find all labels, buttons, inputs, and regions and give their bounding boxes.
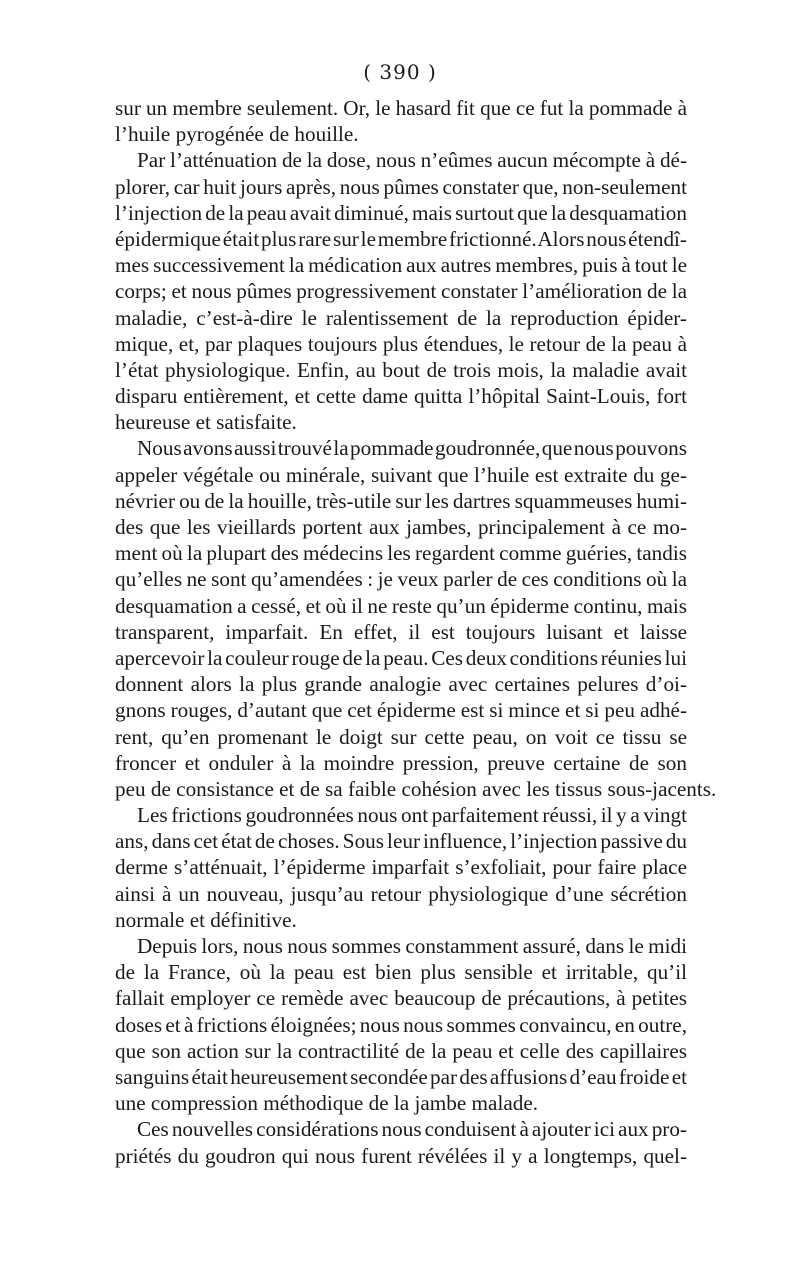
text-line — [115, 1116, 687, 1142]
text-line — [115, 409, 687, 435]
text-line-content: une compression méthodique de la jambe malade. — [115, 1091, 539, 1116]
text-line — [115, 121, 687, 147]
text-line — [115, 514, 687, 540]
text-line-content: de la France, où la peau est bien plus sensible et irritable, qu’il — [115, 960, 687, 985]
text-line-content: priétés du goudron qui nous furent révélées il y a longtemps, quel- — [115, 1143, 687, 1168]
text-line — [115, 959, 687, 985]
text-line-content: disparu entièrement, et cette dame quitta l’hôpital Saint-Louis, fort — [115, 384, 687, 409]
text-line-content: derme s’atténuait, l’épiderme imparfait s’exfoliait, pour faire place — [115, 855, 687, 880]
text-line-content: sanguins était heureusement secondée par des affusions d’eau froide et — [115, 1064, 687, 1089]
text-line-content: Depuis lors, nous nous sommes constamment assuré, dans le midi — [137, 934, 687, 958]
text-line-content: Par l’atténuation de la dose, nous n’eûmes aucun mécompte à dé- — [137, 148, 687, 173]
text-line — [115, 226, 687, 252]
text-line — [115, 435, 687, 461]
text-line — [115, 802, 687, 828]
text-line — [115, 331, 687, 357]
text-line — [115, 305, 687, 331]
text-line-content: plorer, car huit jours après, nous pûmes constater que, non-seulement — [115, 174, 687, 199]
text-line-content: ans, dans cet état de choses. Sous leur influence, l’injection passive du — [115, 829, 687, 854]
text-line-content: maladie, c’est-à-dire le ralentissement de la reproduction épider- — [115, 305, 687, 330]
text-line — [115, 1143, 687, 1169]
text-line-content: l’injection de la peau avait diminué, mais surtout que la desquamation — [115, 200, 687, 225]
text-line-content: sur un membre seulement. Or, le hasard fit que ce fut la pommade à — [115, 96, 687, 120]
text-line-content: Nous avons aussi trouvé la pommade goudronnée, que nous pouvons — [137, 436, 688, 461]
text-line-content: donnent alors la plus grande analogie avec certaines pelures d’oi- — [115, 672, 687, 697]
text-line-content: ment où la plupart des médecins les regardent comme guéries, tandis — [115, 541, 687, 566]
text-line-content: l’état physiologique. Enfin, au bout de trois mois, la maladie avait — [115, 357, 687, 382]
text-line — [115, 383, 687, 409]
text-line — [115, 488, 687, 514]
text-line — [115, 854, 687, 880]
text-line-content: que son action sur la contractilité de la peau et celle des capillaires — [115, 1038, 687, 1063]
text-line-content: appeler végétale ou minérale, suivant que l’huile est extraite du ge- — [115, 462, 687, 487]
text-line-content: l’huile pyrogénée de houille. — [115, 122, 359, 147]
text-line — [115, 147, 687, 173]
text-line — [115, 881, 687, 907]
text-line-content: normale et définitive. — [115, 907, 297, 932]
text-line — [115, 985, 687, 1011]
text-line — [115, 828, 687, 854]
text-line-content: des que les vieillards portent aux jambes, principalement à ce mo- — [115, 515, 687, 539]
text-line-content: apercevoir la couleur rouge de la peau. Ces deux conditions réunies lui — [115, 645, 687, 670]
text-line-content: froncer et onduler à la moindre pression, preuve certaine de son — [115, 750, 687, 775]
text-line-content: Les frictions goudronnées nous ont parfaitement réussi, il y a vingt — [137, 803, 687, 828]
text-line-content: épidermique était plus rare sur le membre frictionné. Alors nous étendî- — [115, 226, 687, 251]
text-line — [115, 593, 687, 619]
text-line-content: fallait employer ce remède avec beaucoup de précautions, à petites — [115, 986, 687, 1011]
text-line — [115, 1090, 687, 1116]
text-line-content: mique, et, par plaques toujours plus étendues, le retour de la peau à — [115, 331, 687, 356]
text-line-content: mes successivement la médication aux autres membres, puis à tout le — [115, 253, 687, 278]
text-line — [115, 933, 687, 959]
text-line — [115, 750, 687, 776]
text-line — [115, 278, 687, 304]
text-line-content: ainsi à un nouveau, jusqu’au retour physiologique d’une sécrétion — [115, 881, 687, 906]
text-line — [115, 619, 687, 645]
text-line — [115, 671, 687, 697]
page-number: ( 390 ) — [363, 60, 437, 84]
text-line-content: transparent, imparfait. En effet, il est toujours luisant et laisse — [115, 619, 687, 644]
text-line — [115, 776, 717, 802]
text-line — [115, 645, 687, 671]
text-line-content: Ces nouvelles considérations nous conduisent à ajouter ici aux pro- — [137, 1117, 687, 1142]
text-line — [115, 697, 687, 723]
text-line-content: peu de consistance et de sa faible cohésion avec les tissus sous-jacents. — [115, 776, 717, 801]
text-line — [115, 566, 687, 592]
text-line-content: doses et à frictions éloignées; nous nous sommes convaincu, en outre, — [115, 1012, 687, 1037]
text-line — [115, 200, 687, 226]
text-line-content: qu’elles ne sont qu’amendées : je veux parler de ces conditions où la — [115, 567, 687, 592]
text-line — [115, 174, 687, 200]
text-line — [115, 1064, 687, 1090]
text-line — [115, 95, 687, 121]
text-line — [115, 724, 687, 750]
text-line — [115, 1012, 687, 1038]
text-line-content: desquamation a cessé, et où il ne reste qu’un épiderme continu, mais — [115, 593, 687, 618]
text-line — [115, 540, 687, 566]
text-line-content: rent, qu’en promenant le doigt sur cette peau, on voit ce tissu se — [115, 724, 687, 749]
text-line-content: gnons rouges, d’autant que cet épiderme est si mince et si peu adhé- — [115, 698, 687, 723]
body-text — [115, 95, 717, 1169]
text-line — [115, 1038, 687, 1064]
text-line — [115, 252, 687, 278]
text-line-content: heureuse et satisfaite. — [115, 410, 297, 435]
text-line — [115, 907, 687, 933]
text-line-content: névrier ou de la houille, très-utile sur les dartres squammeuses humi- — [115, 488, 687, 513]
text-line-content: corps; et nous pûmes progressivement constater l’amélioration de la — [115, 279, 687, 304]
text-line — [115, 357, 687, 383]
text-line — [115, 462, 687, 488]
